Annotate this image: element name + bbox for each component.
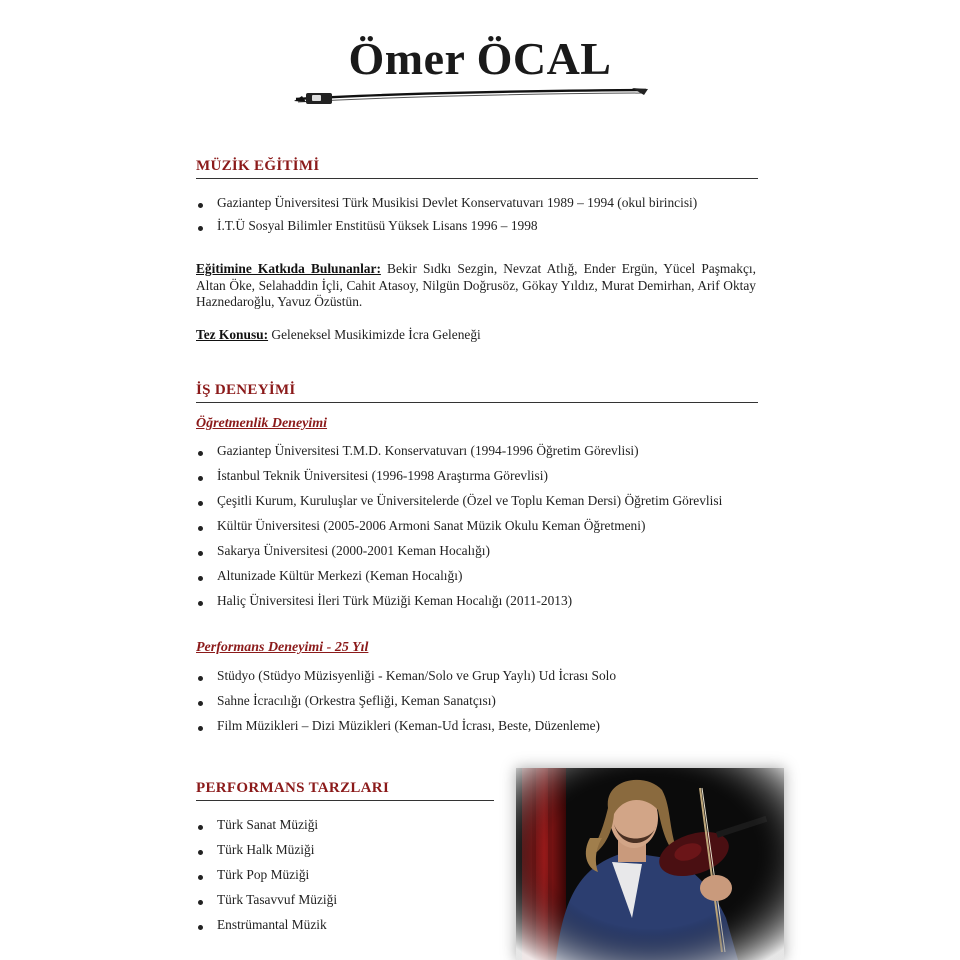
education-list [196,195,697,234]
section-title-work-experience: İŞ DENEYİMİ [196,382,296,398]
thesis-label: Tez Konusu: [196,327,269,342]
violinist-illustration [516,768,784,960]
page-title: Ömer ÖCAL [348,33,612,84]
list-item: Gaziantep Üniversitesi T.M.D. Konservatuvarı (1994-1996 Öğretim Görevlisi) [196,443,722,459]
list-item: İ.T.Ü Sosyal Bilimler Enstitüsü Yüksek Lisans 1996 – 1998 [196,218,697,234]
list-item: Türk Pop Müziği [196,867,337,883]
list-item: Sakarya Üniversitesi (2000-2001 Keman Hocalığı) [196,543,722,559]
section-divider [196,402,758,403]
list-item: Kültür Üniversitesi (2005-2006 Armoni Sanat Müzik Okulu Keman Öğretmeni) [196,518,722,534]
violinist-photo [516,768,784,960]
list-item: Film Müzikleri – Dizi Müzikleri (Keman-Ud İcrası, Beste, Düzenleme) [196,718,616,734]
section-title-music-education: MÜZİK EĞİTİMİ [196,158,320,174]
list-item: Gaziantep Üniversitesi Türk Musikisi Devlet Konservatuvarı 1989 – 1994 (okul birincisi) [196,195,697,211]
subsection-title-performance: Performans Deneyimi - 25 Yıl [196,640,369,655]
list-item: Altunizade Kültür Merkezi (Keman Hocalığı) [196,568,722,584]
section-title-performance-styles: PERFORMANS TARZLARI [196,780,390,796]
contributors-text: Bekir Sıdkı Sezgin, Nevzat Atlığ, Ender Ergün, Yücel Paşmakçı, Altan Öke, Selahaddin İçli, Cahit Atasoy, Nilgün Doğrusöz, Gökay Yıldız, Murat Demirhan, Arif Oktay Haznedaroğlu, Yavuz Özüstün. [196,261,757,309]
list-item: Türk Halk Müziği [196,842,337,858]
contributors-label: Eğitimine Katkıda Bulunanlar: [196,261,381,276]
thesis-text: Geleneksel Musikimizde İcra Geleneği [268,327,481,342]
section-divider [196,800,494,801]
list-item: İstanbul Teknik Üniversitesi (1996-1998 Araştırma Görevlisi) [196,468,722,484]
contributors-paragraph [196,261,756,311]
list-item: Enstrümantal Müzik [196,917,337,933]
list-item: Türk Tasavvuf Müziği [196,892,337,908]
list-item: Stüdyo (Stüdyo Müzisyenliği - Keman/Solo ve Grup Yaylı) Ud İcrası Solo [196,668,616,684]
list-item: Sahne İcracılığı (Orkestra Şefliği, Keman Sanatçısı) [196,693,616,709]
list-item: Haliç Üniversitesi İleri Türk Müziği Keman Hocalığı (2011-2013) [196,593,722,609]
thesis-paragraph [196,327,756,344]
list-item: Türk Sanat Müziği [196,817,337,833]
performance-list [196,668,616,734]
section-divider [196,178,758,179]
list-item: Çeşitli Kurum, Kuruluşlar ve Üniversitelerde (Özel ve Toplu Keman Dersi) Öğretim Görevlisi [196,493,722,509]
teaching-list [196,443,722,609]
styles-list [196,817,337,933]
subsection-title-teaching: Öğretmenlik Deneyimi [196,416,328,431]
violin-bow-icon [292,86,652,110]
